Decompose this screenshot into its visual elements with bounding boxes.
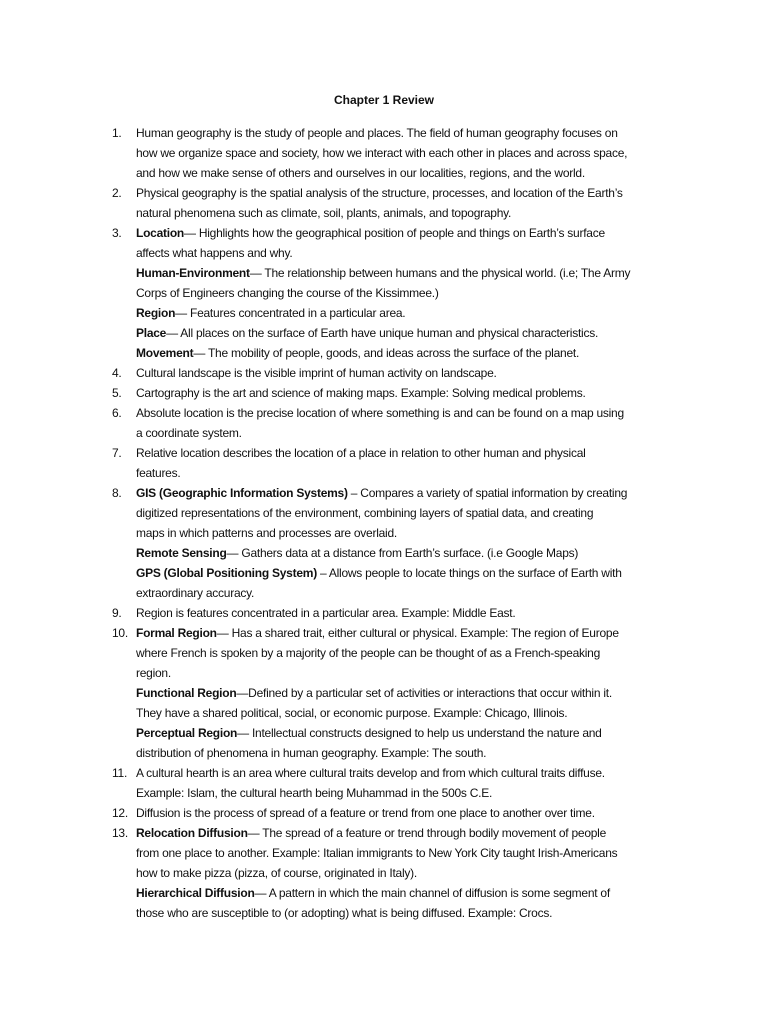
list-item-line (136, 903, 682, 923)
line-text: those who are susceptible to (or adopting) what is being diffused. Example: Crocs. (136, 906, 553, 920)
list-item-line (136, 803, 682, 823)
list-item-number: 4. (112, 366, 122, 380)
term-label: Perceptual Region (136, 726, 238, 740)
list-item (112, 803, 682, 823)
list-item-line (136, 703, 682, 723)
line-text: — All places on the surface of Earth have unique human and physical characteristics. (166, 326, 599, 340)
line-text: – Compares a variety of spatial information by creating (347, 486, 628, 500)
line-text: – Allows people to locate things on the surface of Earth with (316, 566, 622, 580)
list-item-line (136, 303, 682, 323)
term-label: Place (136, 326, 167, 340)
line-text: — Has a shared trait, either cultural or physical. Example: The region of Europe (216, 626, 619, 640)
list-item (112, 123, 682, 183)
line-text: Example: Islam, the cultural hearth being Muhammad in the 500s C.E. (136, 786, 493, 800)
list-item-line (136, 663, 682, 683)
line-text: Cultural landscape is the visible imprint of human activity on landscape. (136, 366, 497, 380)
list-item (112, 363, 682, 383)
line-text: and how we make sense of others and ourselves in our localities, regions, and the world. (136, 166, 585, 180)
line-text: They have a shared political, social, or economic purpose. Example: Chicago, Illinois. (136, 706, 568, 720)
list-item (112, 603, 682, 623)
list-item (112, 483, 682, 603)
list-item-line (136, 443, 682, 463)
term-label: Location (136, 226, 184, 240)
term-label: Human-Environment (136, 266, 250, 280)
list-item-line (136, 523, 682, 543)
list-item-line (136, 203, 682, 223)
list-item-number: 7. (112, 446, 122, 460)
list-item-line (136, 223, 682, 243)
term-label: Remote Sensing (136, 546, 227, 560)
list-item-number: 9. (112, 606, 122, 620)
list-item-number: 1. (112, 126, 122, 140)
list-item-line (136, 883, 682, 903)
list-item (112, 403, 682, 443)
line-text: — The relationship between humans and the physical world. (i.e; The Army (249, 266, 631, 280)
list-item-line (136, 483, 682, 503)
page-title: Chapter 1 Review (333, 93, 435, 107)
term-label: Formal Region (136, 626, 217, 640)
line-text: — The mobility of people, goods, and ideas across the surface of the planet. (193, 346, 580, 360)
term-label: GIS (Geographic Information Systems) (136, 486, 348, 500)
list-item (112, 383, 682, 403)
line-text: distribution of phenomena in human geography. Example: The south. (136, 746, 487, 760)
list-item-line (136, 363, 682, 383)
list-item-line (136, 403, 682, 423)
line-text: where French is spoken by a majority of the people can be thought of as a French-speaking (136, 646, 601, 660)
line-text: Cartography is the art and science of making maps. Example: Solving medical problems. (136, 386, 586, 400)
line-text: features. (136, 466, 181, 480)
list-item-number: 11. (112, 766, 128, 780)
list-item-line (136, 863, 682, 883)
line-text: — The spread of a feature or trend through bodily movement of people (247, 826, 607, 840)
line-text: —Defined by a particular set of activities or interactions that occur within it. (236, 686, 612, 700)
line-text: region. (136, 666, 171, 680)
line-text: natural phenomena such as climate, soil, plants, animals, and topography. (136, 206, 512, 220)
line-text: Diffusion is the process of spread of a feature or trend from one place to another over time. (136, 806, 595, 820)
line-text: — A pattern in which the main channel of diffusion is some segment of (254, 886, 610, 900)
list-item (112, 183, 682, 223)
list-item-line (136, 423, 682, 443)
list-item (112, 623, 682, 763)
list-item-line (136, 383, 682, 403)
list-item-line (136, 183, 682, 203)
term-label: GPS (Global Positioning System) (136, 566, 317, 580)
line-text: from one place to another. Example: Italian immigrants to New York City taught Irish-Americans (136, 846, 618, 860)
list-item-line (136, 463, 682, 483)
line-text: a coordinate system. (136, 426, 242, 440)
term-label: Hierarchical Diffusion (136, 886, 255, 900)
list-item-line (136, 323, 682, 343)
list-item-number: 5. (112, 386, 122, 400)
list-item (112, 763, 682, 803)
list-item-line (136, 723, 682, 743)
line-text: how to make pizza (pizza, of course, originated in Italy). (136, 866, 417, 880)
line-text: Absolute location is the precise location of where something is and can be found on a map using (136, 406, 624, 420)
list-item-line (136, 623, 682, 643)
term-label: Region (136, 306, 176, 320)
term-label: Relocation Diffusion (136, 826, 248, 840)
list-item (112, 823, 682, 923)
list-item-number: 10. (112, 626, 128, 640)
list-item-line (136, 243, 682, 263)
line-text: Corps of Engineers changing the course of the Kissimmee.) (136, 286, 439, 300)
list-item-line (136, 783, 682, 803)
list-item-line (136, 283, 682, 303)
list-item-line (136, 583, 682, 603)
list-item-line (136, 123, 682, 143)
list-item-number: 3. (112, 226, 122, 240)
list-item-line (136, 343, 682, 363)
list-item-line (136, 743, 682, 763)
line-text: maps in which patterns and processes are overlaid. (136, 526, 397, 540)
line-text: extraordinary accuracy. (136, 586, 255, 600)
list-item-line (136, 543, 682, 563)
list-item-line (136, 823, 682, 843)
term-label: Functional Region (136, 686, 237, 700)
line-text: Human geography is the study of people and places. The field of human geography focuses on (136, 126, 618, 140)
line-text: affects what happens and why. (136, 246, 293, 260)
line-text: A cultural hearth is an area where cultural traits develop and from which cultural traits diffuse. (136, 766, 605, 780)
list-item-line (136, 683, 682, 703)
list-item-number: 12. (112, 806, 128, 820)
line-text: — Gathers data at a distance from Earth’s surface. (i.e Google Maps) (226, 546, 579, 560)
list-item-line (136, 263, 682, 283)
list-item (112, 223, 682, 363)
list-item (112, 443, 682, 483)
review-list (112, 123, 682, 923)
list-item-number: 6. (112, 406, 122, 420)
line-text: — Features concentrated in a particular area. (175, 306, 406, 320)
list-item-number: 2. (112, 186, 122, 200)
list-item-line (136, 163, 682, 183)
line-text: how we organize space and society, how we interact with each other in places and across space, (136, 146, 628, 160)
list-item-line (136, 143, 682, 163)
line-text: Relative location describes the location of a place in relation to other human and physical (136, 446, 586, 460)
line-text: Physical geography is the spatial analysis of the structure, processes, and location of the Earth’s (136, 186, 623, 200)
list-item-line (136, 643, 682, 663)
list-item-line (136, 763, 682, 783)
list-item-line (136, 503, 682, 523)
line-text: — Intellectual constructs designed to help us understand the nature and (237, 726, 602, 740)
line-text: — Highlights how the geographical position of people and things on Earth’s surface (184, 226, 605, 240)
term-label: Movement (136, 346, 194, 360)
list-item-number: 13. (112, 826, 128, 840)
line-text: digitized representations of the environment, combining layers of spatial data, and creating (136, 506, 594, 520)
list-item-line (136, 603, 682, 623)
line-text: Region is features concentrated in a particular area. Example: Middle East. (136, 606, 516, 620)
list-item-number: 8. (112, 486, 122, 500)
list-item-line (136, 563, 682, 583)
list-item-line (136, 843, 682, 863)
